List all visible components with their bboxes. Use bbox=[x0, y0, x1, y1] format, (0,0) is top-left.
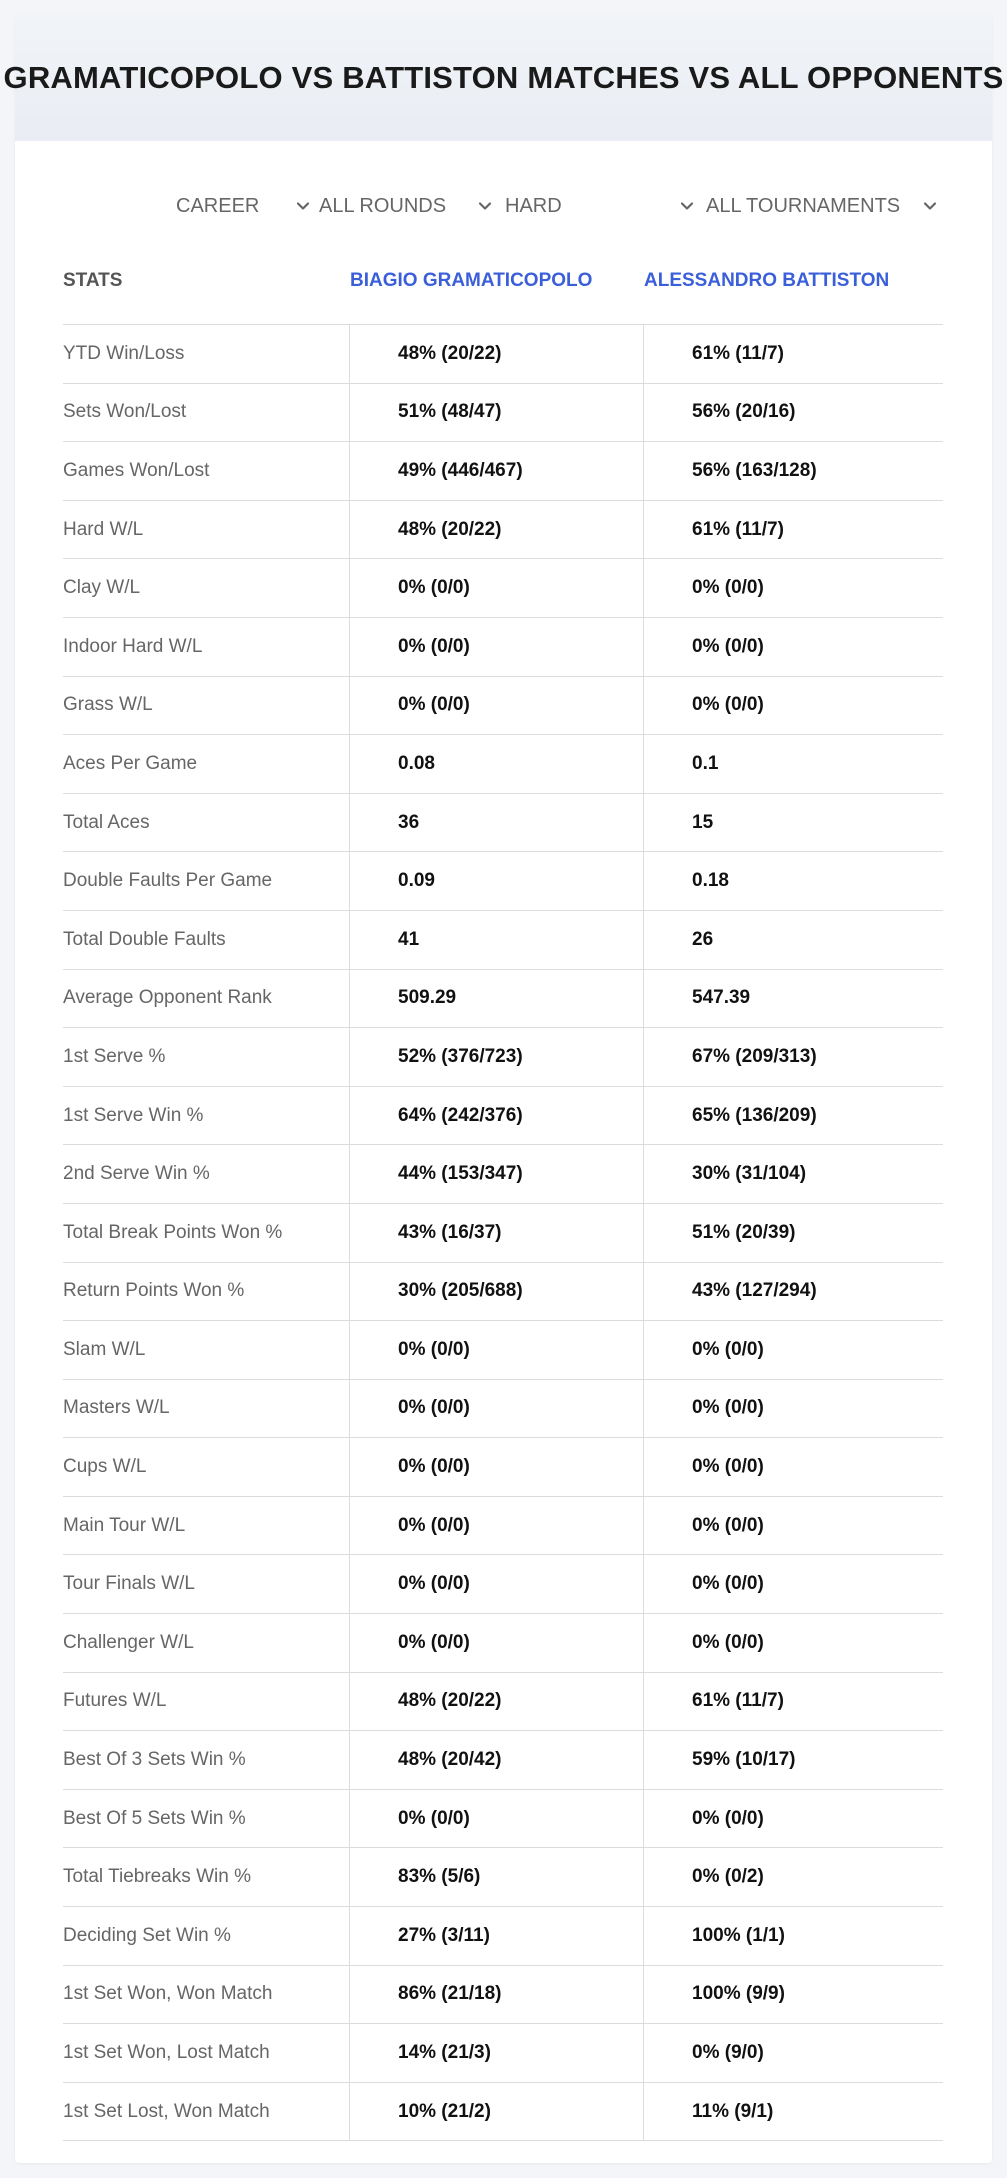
player1-value: 0% (0/0) bbox=[349, 1380, 643, 1438]
player1-value: 86% (21/18) bbox=[349, 1966, 643, 2024]
player2-value: 65% (136/209) bbox=[643, 1087, 943, 1145]
table-row bbox=[63, 559, 943, 618]
chevron-down-icon bbox=[922, 198, 938, 214]
column-header-player1[interactable]: BIAGIO GRAMATICOPOLO bbox=[350, 270, 593, 291]
table-row bbox=[63, 911, 943, 970]
player2-value: 0% (9/0) bbox=[643, 2024, 943, 2082]
player1-value: 48% (20/22) bbox=[349, 1673, 643, 1731]
stat-label: Tour Finals W/L bbox=[63, 1573, 195, 1595]
player2-value: 0% (0/0) bbox=[643, 618, 943, 676]
round-select[interactable] bbox=[319, 186, 446, 226]
stat-label: Total Break Points Won % bbox=[63, 1221, 283, 1243]
player1-value: 49% (446/467) bbox=[349, 442, 643, 500]
player1-value: 41 bbox=[349, 911, 643, 969]
table-row bbox=[63, 1438, 943, 1497]
stat-label: 1st Serve % bbox=[63, 1045, 166, 1067]
column-header-stats: STATS bbox=[63, 270, 123, 291]
column-header-player2[interactable]: ALESSANDRO BATTISTON bbox=[644, 270, 890, 291]
filter-bar bbox=[15, 186, 992, 226]
table-row bbox=[63, 1497, 943, 1556]
player1-value: 0% (0/0) bbox=[349, 1555, 643, 1613]
chevron-down-icon bbox=[679, 198, 695, 214]
table-row bbox=[63, 1966, 943, 2025]
player1-value: 14% (21/3) bbox=[349, 2024, 643, 2082]
player2-value: 0% (0/0) bbox=[643, 1438, 943, 1496]
player2-value: 0% (0/0) bbox=[643, 677, 943, 735]
stat-label: Double Faults Per Game bbox=[63, 870, 273, 892]
stat-label: Total Tiebreaks Win % bbox=[63, 1866, 251, 1888]
stat-label: Games Won/Lost bbox=[63, 459, 210, 481]
stat-label: Hard W/L bbox=[63, 518, 144, 540]
table-row bbox=[63, 1848, 943, 1907]
player1-value: 0.08 bbox=[349, 735, 643, 793]
stat-label: Sets Won/Lost bbox=[63, 401, 187, 423]
surface-select-value: HARD bbox=[505, 194, 562, 217]
tournament-select-value: ALL TOURNAMENTS bbox=[706, 194, 901, 217]
player2-value: 15 bbox=[643, 794, 943, 852]
table-row bbox=[63, 501, 943, 560]
stat-label: YTD Win/Loss bbox=[63, 342, 185, 364]
table-row bbox=[63, 325, 943, 384]
player2-value: 61% (11/7) bbox=[643, 1673, 943, 1731]
stat-label: Slam W/L bbox=[63, 1338, 146, 1360]
stat-label: Grass W/L bbox=[63, 694, 153, 716]
player1-value: 64% (242/376) bbox=[349, 1087, 643, 1145]
chevron-down-icon bbox=[295, 198, 311, 214]
player2-value: 100% (1/1) bbox=[643, 1907, 943, 1965]
table-row bbox=[63, 442, 943, 501]
player1-value: 0.09 bbox=[349, 852, 643, 910]
player2-value: 0% (0/0) bbox=[643, 1614, 943, 1672]
player2-value: 0% (0/0) bbox=[643, 1380, 943, 1438]
table-row bbox=[63, 735, 943, 794]
player1-value: 0% (0/0) bbox=[349, 1438, 643, 1496]
player2-value: 61% (11/7) bbox=[643, 501, 943, 559]
player1-value: 83% (5/6) bbox=[349, 1848, 643, 1906]
player2-value: 11% (9/1) bbox=[643, 2083, 943, 2141]
table-row bbox=[63, 794, 943, 853]
table-row bbox=[63, 1087, 943, 1146]
player1-value: 43% (16/37) bbox=[349, 1204, 643, 1262]
table-header bbox=[63, 251, 943, 325]
player1-value: 48% (20/22) bbox=[349, 325, 643, 383]
player1-value: 0% (0/0) bbox=[349, 1321, 643, 1379]
stat-label: Return Points Won % bbox=[63, 1280, 245, 1302]
table-row bbox=[63, 1145, 943, 1204]
player1-value: 0% (0/0) bbox=[349, 677, 643, 735]
card-header bbox=[3, 15, 1004, 141]
player1-value: 0% (0/0) bbox=[349, 1790, 643, 1848]
period-select[interactable] bbox=[176, 186, 259, 226]
stat-label: Aces Per Game bbox=[63, 752, 198, 774]
player2-value: 59% (10/17) bbox=[643, 1731, 943, 1789]
table-row bbox=[63, 1028, 943, 1087]
stat-label: Best Of 5 Sets Win % bbox=[63, 1807, 246, 1829]
table-row bbox=[63, 1380, 943, 1439]
player1-value: 27% (3/11) bbox=[349, 1907, 643, 1965]
surface-select[interactable] bbox=[505, 186, 562, 226]
player2-value: 0% (0/0) bbox=[643, 1321, 943, 1379]
stat-label: 1st Set Won, Won Match bbox=[63, 1983, 273, 2005]
stat-label: Cups W/L bbox=[63, 1456, 147, 1478]
player1-value: 44% (153/347) bbox=[349, 1145, 643, 1203]
stat-label: Total Aces bbox=[63, 811, 150, 833]
player1-value: 51% (48/47) bbox=[349, 384, 643, 442]
stat-label: Challenger W/L bbox=[63, 1631, 194, 1653]
stat-label: 1st Set Lost, Won Match bbox=[63, 2100, 270, 2122]
player1-value: 0% (0/0) bbox=[349, 1614, 643, 1672]
table-row bbox=[63, 384, 943, 443]
stat-label: Masters W/L bbox=[63, 1397, 170, 1419]
player1-value: 509.29 bbox=[349, 970, 643, 1028]
table-row bbox=[63, 2024, 943, 2083]
player2-value: 67% (209/313) bbox=[643, 1028, 943, 1086]
player1-value: 48% (20/42) bbox=[349, 1731, 643, 1789]
table-row bbox=[63, 1790, 943, 1849]
round-select-value: ALL ROUNDS bbox=[319, 194, 447, 217]
stats-card bbox=[3, 15, 1004, 2163]
table-row bbox=[63, 1204, 943, 1263]
stat-label: Total Double Faults bbox=[63, 928, 226, 950]
stat-label: Average Opponent Rank bbox=[63, 987, 272, 1009]
table-row bbox=[63, 618, 943, 677]
player2-value: 547.39 bbox=[643, 970, 943, 1028]
player1-value: 48% (20/22) bbox=[349, 501, 643, 559]
player2-value: 0% (0/0) bbox=[643, 1497, 943, 1555]
player2-value: 0% (0/0) bbox=[643, 1790, 943, 1848]
player2-value: 0.18 bbox=[643, 852, 943, 910]
tournament-select[interactable] bbox=[706, 186, 900, 226]
player2-value: 56% (163/128) bbox=[643, 442, 943, 500]
player1-value: 0% (0/0) bbox=[349, 618, 643, 676]
table-row bbox=[63, 1321, 943, 1380]
table-row bbox=[63, 970, 943, 1029]
stat-label: 2nd Serve Win % bbox=[63, 1163, 210, 1185]
table-row bbox=[63, 1263, 943, 1322]
player2-value: 61% (11/7) bbox=[643, 325, 943, 383]
stat-label: Best Of 3 Sets Win % bbox=[63, 1749, 246, 1771]
player1-value: 0% (0/0) bbox=[349, 1497, 643, 1555]
stat-label: Deciding Set Win % bbox=[63, 1924, 231, 1946]
player2-value: 0% (0/0) bbox=[643, 1555, 943, 1613]
player2-value: 0% (0/0) bbox=[643, 559, 943, 617]
player1-value: 52% (376/723) bbox=[349, 1028, 643, 1086]
stat-label: Clay W/L bbox=[63, 577, 141, 599]
stat-label: 1st Set Won, Lost Match bbox=[63, 2042, 270, 2064]
table-row bbox=[63, 1673, 943, 1732]
player2-value: 56% (20/16) bbox=[643, 384, 943, 442]
stats-table bbox=[63, 251, 943, 2141]
table-row bbox=[63, 677, 943, 736]
stat-label: 1st Serve Win % bbox=[63, 1104, 204, 1126]
player2-value: 51% (20/39) bbox=[643, 1204, 943, 1262]
player2-value: 0.1 bbox=[643, 735, 943, 793]
player2-value: 0% (0/2) bbox=[643, 1848, 943, 1906]
table-row bbox=[63, 852, 943, 911]
table-row bbox=[63, 1907, 943, 1966]
table-row bbox=[63, 1614, 943, 1673]
player1-value: 36 bbox=[349, 794, 643, 852]
chevron-down-icon bbox=[477, 198, 493, 214]
player2-value: 26 bbox=[643, 911, 943, 969]
table-body bbox=[63, 325, 943, 2141]
player2-value: 30% (31/104) bbox=[643, 1145, 943, 1203]
period-select-value: CAREER bbox=[176, 194, 260, 217]
table-row bbox=[63, 2083, 943, 2142]
stat-label: Futures W/L bbox=[63, 1690, 167, 1712]
player2-value: 100% (9/9) bbox=[643, 1966, 943, 2024]
table-row bbox=[63, 1731, 943, 1790]
stat-label: Main Tour W/L bbox=[63, 1514, 186, 1536]
page-title: GRAMATICOPOLO VS BATTISTON MATCHES VS ALL OPPONENTS bbox=[3, 60, 1004, 95]
stat-label: Indoor Hard W/L bbox=[63, 635, 203, 657]
table-row bbox=[63, 1555, 943, 1614]
player1-value: 0% (0/0) bbox=[349, 559, 643, 617]
player2-value: 43% (127/294) bbox=[643, 1263, 943, 1321]
player1-value: 30% (205/688) bbox=[349, 1263, 643, 1321]
player1-value: 10% (21/2) bbox=[349, 2083, 643, 2141]
